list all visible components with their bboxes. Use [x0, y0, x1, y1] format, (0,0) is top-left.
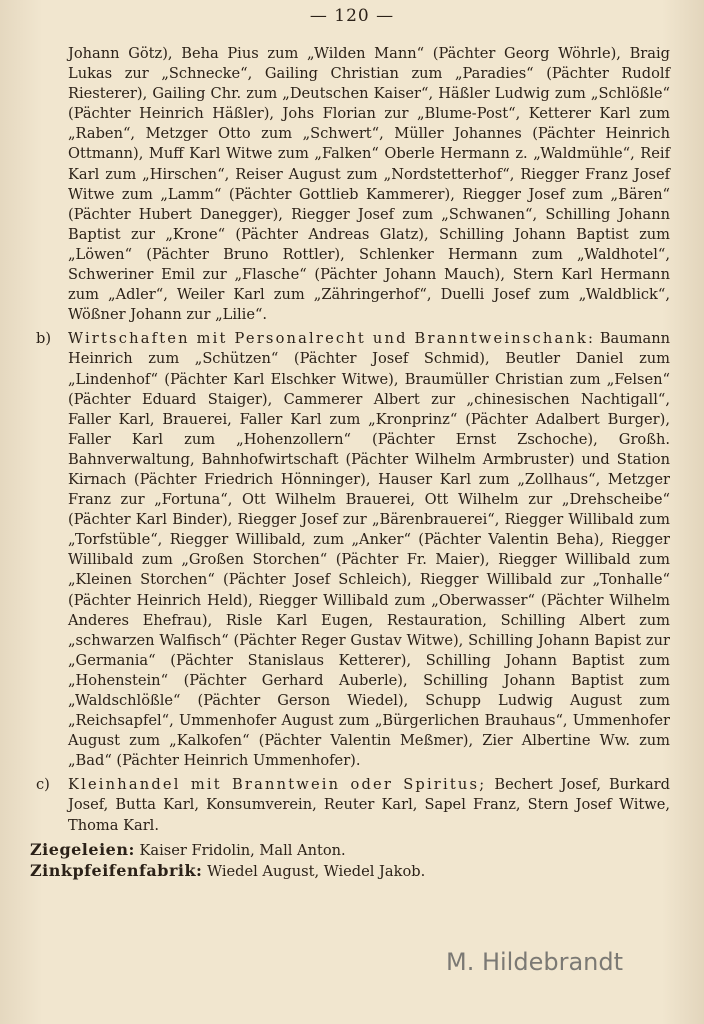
page-content — [30, 44, 670, 882]
section-b-text: Baumann Heinrich zum „Schützen“ (Pächter Josef Schmid), Beutler Daniel zum „Lindenhof“ (Pächter Karl Elschker Witwe), Braumüller Christian zum „Felsen“ (Pächter Eduard Staiger), Cammerer Albert zur „chinesischen Nachtigall“, Faller Karl, Brauerei, Faller Karl zum „Kronprinz“ (Pächter Adalbert Burger), Faller Karl zum „Hohenzollern“ (Pächter Ernst Zschoche), Großh. Bahnverwaltung, Bahnhofwirtschaft (Pächter Wilhelm Armbruster) und Station Kirnach (Pächter Friedrich Hönninger), Hauser Karl zum „Zollhaus“, Metzger Franz zur „Fortuna“, Ott Wilhelm Brauerei, Ott Wilhelm zur „Drehscheibe“ (Pächter Karl Binder), Riegger Josef zur „Bärenbrauerei“, Riegger Willibald zum „Torfstüble“, Riegger Willibald, zum „Anker“ (Pächter Valentin Beha), Riegger Willibald zum „Großen Storchen“ (Pächter Fr. Maier), Riegger Willibald zum „Kleinen Storchen“ (Pächter Josef Schleich), Riegger Willibald zur „Tonhalle“ (Pächter Heinrich Held), Riegger Willibald zum „Oberwasser“ (Pächter Wilhelm Anderes Ehefrau), Risle Karl Eugen, Restauration, Schilling Albert zum „schwarzen Walfisch“ (Pächter Reger Gustav Witwe), Schilling Johann Bapist zur „Germania“ (Pächter Stanislaus Ketterer), Schilling Johann Baptist zum „Hohenstein“ (Pächter Gerhard Auberle), Schilling Johann Baptist zum „Waldschlößle“ (Pächter Gerson Wiedel), Schupp Ludwig August zum „Reichsapfel“, Ummenhofer August zum „Bürgerlichen Brauhaus“, Ummenhofer August zum „Kalkofen“ (Pächter Valentin Meßmer), Zier Albertine Ww. zum „Bad“ (Pächter Heinrich Ummenhofer). — [68, 330, 670, 770]
section-c-text: Bechert Josef, Burkard Josef, Butta Karl, Konsumverein, Reuter Karl, Sapel Franz, Stern Josef Witwe, Thoma Karl. — [68, 776, 671, 834]
section-b-heading: Wirtschaften mit Personalrecht und Branntweinschank: — [68, 330, 596, 348]
zinkpfeifen-label: Zinkpfeifenfabrik: — [30, 860, 203, 880]
section-b-label: b) — [36, 330, 52, 348]
section-c-label: c) — [36, 776, 50, 794]
watermark: M. Hildebrandt — [446, 948, 624, 976]
section-c-heading: Kleinhandel mit Branntwein oder Spiritus; — [68, 776, 487, 794]
ziegeleien-label: Ziegeleien: — [30, 839, 135, 859]
page-number: — 120 — — [309, 6, 395, 26]
section-b — [30, 329, 670, 771]
zinkpfeifen-text: Wiedel August, Wiedel Jakob. — [207, 862, 426, 880]
zinkpfeifen-line — [30, 861, 670, 882]
final-entries — [30, 840, 670, 882]
section-c — [30, 775, 670, 835]
section-a-paragraph: Johann Götz), Beha Pius zum „Wilden Mann“ (Pächter Georg Wöhrle), Braig Lukas zur „Schnecke“, Gailing Christian zum „Paradies“ (Pächter Rudolf Riesterer), Gailing Chr. zum „Deutschen Kaiser“, Häßler Ludwig zum „Schlößle“ (Pächter Heinrich Häßler), Johs Florian zur „Blume-Post“, Ketterer Karl zum „Raben“, Metzger Otto zum „Schwert“, Müller Johannes (Pächter Heinrich Ottmann), Muff Karl Witwe zum „Falken“ Oberle Hermann z. „Waldmühle“, Reif Karl zum „Hirschen“, Reiser August zum „Nordstetterhof“, Riegger Franz Josef Witwe zum „Lamm“ (Pächter Gottlieb Kammerer), Riegger Josef zum „Bären“ (Pächter Hubert Danegger), Riegger Josef zum „Schwanen“, Schilling Johann Baptist zur „Krone“ (Pächter Andreas Glatz), Schilling Johann Baptist zum „Löwen“ (Pächter Bruno Rottler), Schlenker Hermann zum „Waldhotel“, Schweriner Emil zur „Flasche“ (Pächter Johann Mauch), Stern Karl Hermann zum „Adler“, Weiler Karl zum „Zähringerhof“, Duelli Josef zum „Waldblick“, Wößner Johann zur „Lilie“. — [68, 45, 670, 324]
ziegeleien-line — [30, 840, 670, 861]
ziegeleien-text: Kaiser Fridolin, Mall Anton. — [139, 841, 346, 859]
